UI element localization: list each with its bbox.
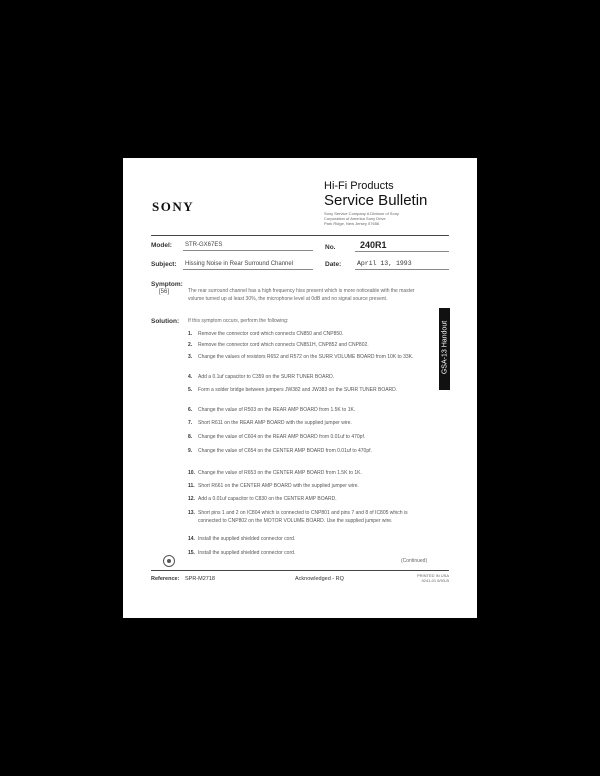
subject-value: Hissing Noise in Rear Surround Channel xyxy=(185,261,294,267)
solution-step: 6. Change the value of R503 on the REAR AMP BOARD from 1.5K to 1K. xyxy=(188,407,356,413)
solution-step: 11. Short R661 on the CENTER AMP BOARD with the supplied jumper wire. xyxy=(188,483,359,489)
solution-step: 8. Change the value of C604 on the REAR AMP BOARD from 0.01uf to 470pf. xyxy=(188,434,366,440)
symptom-text: The rear surround channel has a high frequency hiss present which is more noticeable with the master volume turned up at least 30%, the microphone level at 0dB and no signal source present. xyxy=(188,288,415,302)
subject-label: Subject: xyxy=(151,261,177,268)
symptom-label: Symptom: xyxy=(151,281,183,288)
solution-step: 14. Install the supplied shielded connector cord. xyxy=(188,536,296,542)
product-line: Hi-Fi Products xyxy=(324,180,394,192)
bulletin-title: Service Bulletin xyxy=(324,192,428,209)
number-label: No. xyxy=(325,244,336,251)
model-value: STR-GX67ES xyxy=(185,242,223,248)
solution-step: 2. Remove the connector cord which connects CN851H, CNP852 and CNP802. xyxy=(188,342,369,348)
subject-underline xyxy=(183,269,313,270)
bulletin-page xyxy=(123,158,477,618)
number-underline xyxy=(355,251,449,252)
bulletin-number: 240R1 xyxy=(360,240,387,250)
solution-step: 9. Change the value of C654 on the CENTER AMP BOARD from 0.01uf to 470pf. xyxy=(188,448,372,454)
symptom-code: [56] xyxy=(159,289,170,295)
side-tab-label: GSA-13 Handout xyxy=(441,320,449,375)
solution-step: 7. Short R611 on the REAR AMP BOARD with the supplied jumper wire. xyxy=(188,420,352,426)
solution-step: 1. Remove the connector cord which connects CN850 and CNP850. xyxy=(188,331,344,337)
continued-note: (Continued) xyxy=(401,558,428,564)
model-underline xyxy=(183,250,313,251)
solution-step: 12. Add a 0.01uf capacitor to C830 on the CENTER AMP BOARD. xyxy=(188,496,337,502)
date-label: Date: xyxy=(325,261,342,268)
date-underline xyxy=(355,269,449,270)
footer-divider xyxy=(151,570,449,571)
solution-step: 15. Install the supplied shielded connector cord. xyxy=(188,550,296,556)
reference-label: Reference: xyxy=(151,576,180,582)
header-divider xyxy=(151,235,449,236)
solution-step: 13. Short pins 1 and 2 on IC804 which is connected to CNP801 and pins 7 and 8 of IC805 which is connected to CNP802 on the MOTOR VOLUME BOARD. Use the supplied jumper wire. xyxy=(188,510,408,524)
solution-label: Solution: xyxy=(151,318,180,325)
reference-value: SPR-M2718 xyxy=(185,576,215,582)
solution-step: 5. Form a solder bridge between jumpers JW382 and JW383 on the SURR TUNER BOARD. xyxy=(188,387,398,393)
print-info: PRINTED IN USA 9241-01 8/93-B xyxy=(417,573,450,583)
solution-step: 10. Change the value of R653 on the CENTER AMP BOARD from 1.5K to 1K. xyxy=(188,470,362,476)
side-tab xyxy=(439,308,450,390)
status-text: Acknowledged - RQ xyxy=(295,576,344,582)
seal-icon xyxy=(163,555,175,567)
solution-step: 4. Add a 0.1uf capacitor to C359 on the SURR TUNER BOARD. xyxy=(188,374,335,380)
sony-logo: SONY xyxy=(152,199,195,214)
company-address: Sony Service Company A Division of Sony Corporation of America Sony Drive Park Ridge, New Jersey 07656 xyxy=(324,211,399,226)
solution-intro: If this symptom occurs, perform the following: xyxy=(188,318,289,324)
date-value: April 13, 1993 xyxy=(357,260,412,267)
solution-step: 3. Change the values of resistors R652 and R572 on the SURR VOLUME BOARD from 10K to 33K. xyxy=(188,354,414,360)
model-label: Model: xyxy=(151,242,172,249)
